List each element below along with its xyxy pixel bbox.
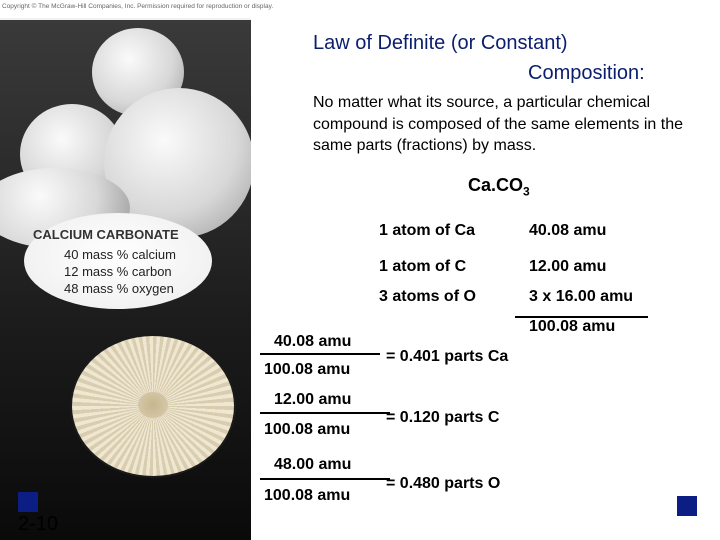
fraction-o-denominator: 100.08 amu: [264, 487, 351, 504]
copyright-notice: Copyright © The McGraw-Hill Companies, Inc. Permission required for reproduction or display.: [2, 3, 274, 10]
fraction-c-result: = 0.120 parts C: [386, 409, 500, 426]
atom-o-label: 3 atoms of O: [379, 288, 476, 305]
decorative-square-right: [677, 496, 697, 516]
atom-o-mass: 3 x 16.00 amu: [529, 288, 634, 305]
slide-title-line2: Composition:: [528, 62, 645, 84]
formula-base: Ca.CO: [468, 175, 524, 195]
fraction-ca-denominator: 100.08 amu: [264, 361, 351, 378]
fraction-ca-numerator: 40.08 amu: [274, 333, 352, 350]
atom-c-label: 1 atom of C: [379, 258, 467, 275]
slide-number: 2-10: [18, 513, 59, 535]
law-definition: No matter what its source, a particular chemical compound is composed of the same elements in the same parts (fractions) by mass.: [313, 94, 683, 154]
atom-c-mass: 12.00 amu: [529, 258, 607, 275]
photo-label-title: CALCIUM CARBONATE: [33, 227, 179, 242]
fraction-c-denominator: 100.08 amu: [264, 421, 351, 438]
fraction-o-numerator: 48.00 amu: [274, 456, 352, 473]
decorative-square-left: [18, 492, 38, 512]
fraction-c-numerator: 12.00 amu: [274, 391, 352, 408]
photo-top-edge: [0, 18, 251, 20]
fraction-ca-bar: [260, 353, 380, 355]
fraction-o-result: = 0.480 parts O: [386, 475, 501, 492]
formula-subscript: 3: [523, 184, 530, 199]
photo-label-carbon: 12 mass % carbon: [64, 264, 172, 279]
photo-label-calcium: 40 mass % calcium: [64, 247, 176, 262]
slide-title-line1: Law of Definite (or Constant): [313, 32, 568, 54]
fraction-c-bar: [260, 412, 390, 414]
fraction-o-bar: [260, 478, 390, 480]
atom-ca-label: 1 atom of Ca: [379, 222, 476, 239]
photo-label-oxygen: 48 mass % oxygen: [64, 281, 174, 296]
fraction-ca-result: = 0.401 parts Ca: [386, 348, 509, 365]
chemical-formula: [468, 175, 530, 199]
molar-mass-total: 100.08 amu: [529, 318, 616, 335]
coral-shell-center: [138, 392, 168, 418]
atom-ca-mass: 40.08 amu: [529, 222, 607, 239]
